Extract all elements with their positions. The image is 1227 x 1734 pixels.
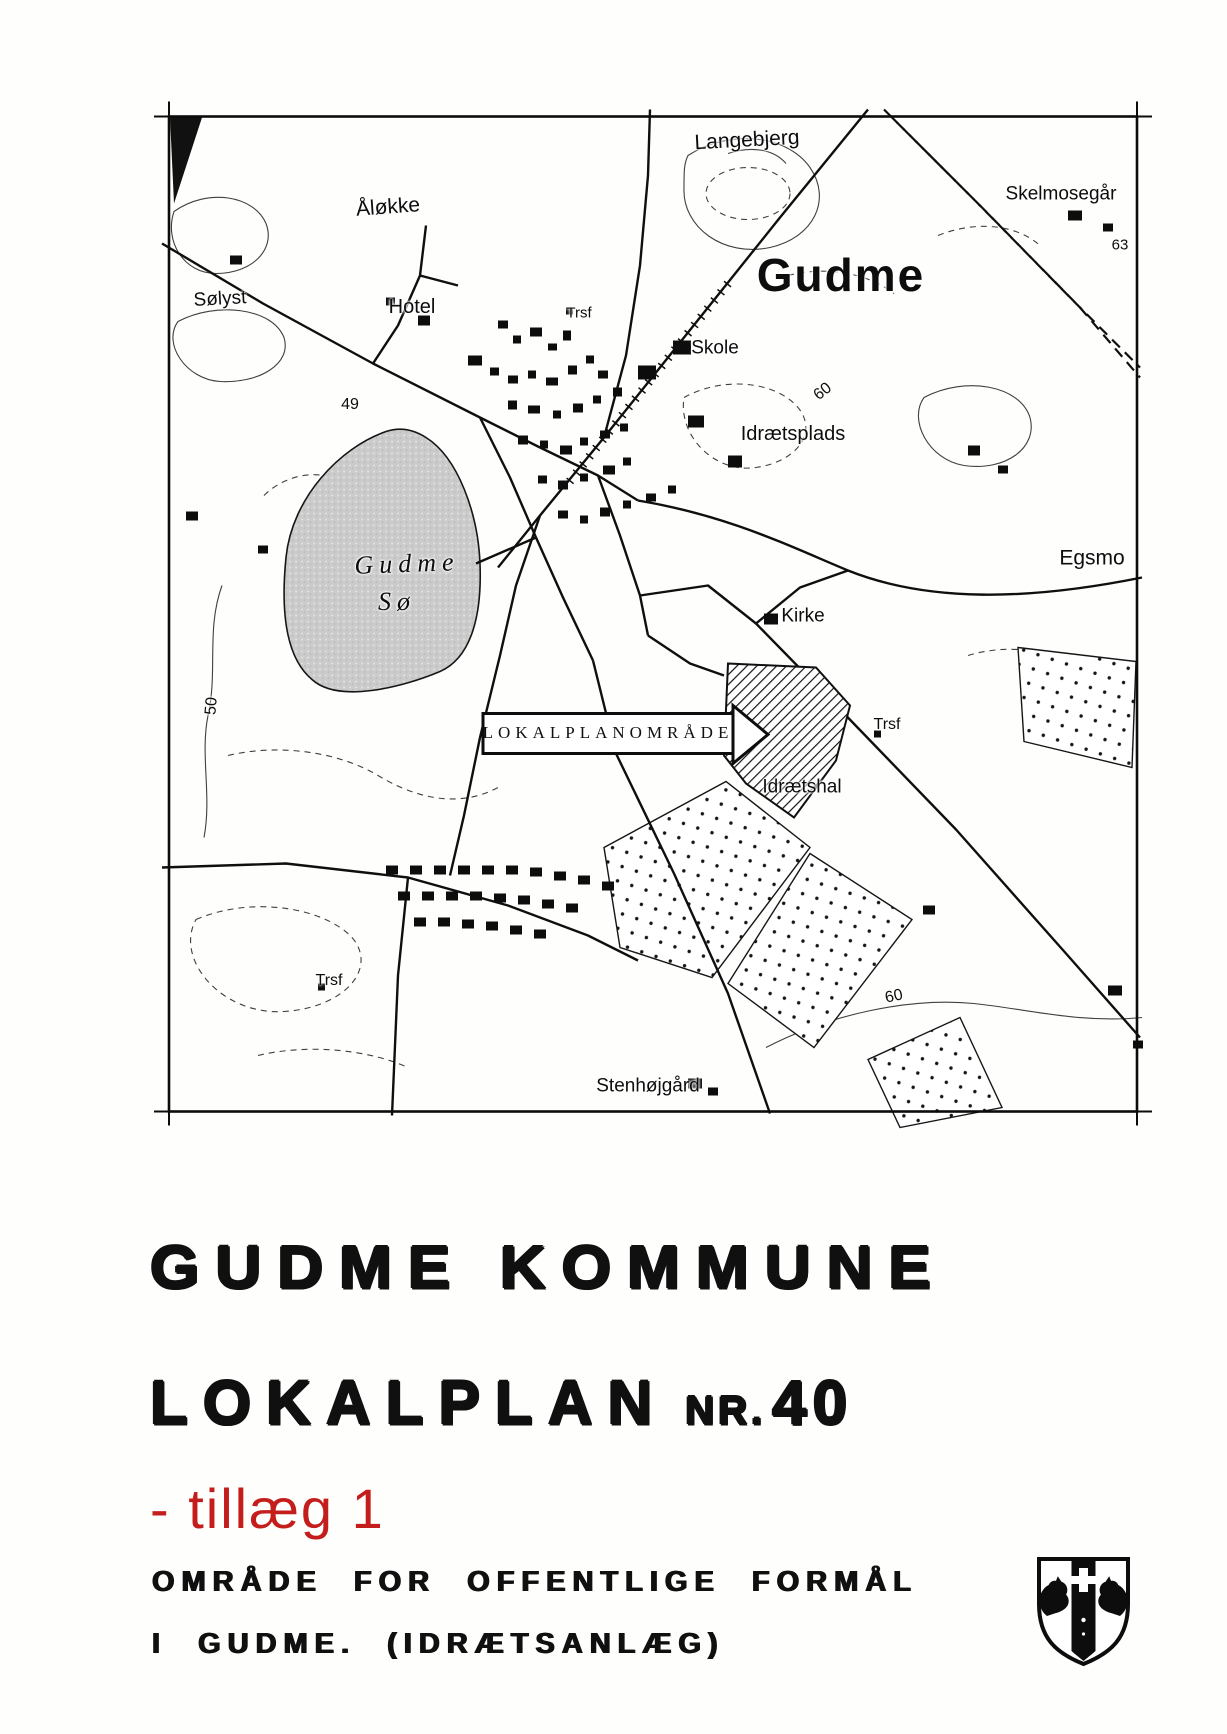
- map-label: Stenhøjgård: [596, 1075, 700, 1097]
- map-label: 49: [341, 396, 359, 413]
- map-label: Kirke: [781, 605, 825, 627]
- plan-number-prefix: NR.: [685, 1389, 767, 1433]
- map-label: Sølyst: [193, 287, 247, 311]
- map-label: Trsf: [873, 716, 901, 733]
- coat-of-arms-icon: [1035, 1554, 1132, 1668]
- map-label: Langebjerg: [693, 125, 801, 155]
- map-label: Skole: [691, 337, 739, 359]
- plan-number: 40: [772, 1369, 854, 1438]
- map-label: 60: [810, 379, 835, 404]
- map-label: Skelmosegår: [1005, 183, 1117, 205]
- supplement-subtitle: - tillæg 1: [150, 1477, 385, 1540]
- map-labels: [168, 115, 1138, 1113]
- kommune-title: GUDME KOMMUNE: [150, 1234, 947, 1301]
- map-label: Åløkke: [355, 193, 421, 221]
- map-label: Hotel: [388, 296, 436, 318]
- map-label: Trsf: [566, 304, 592, 322]
- map-label: Idrætsplads: [740, 423, 846, 445]
- map-label: 63: [1111, 236, 1129, 254]
- map-label: Gudme: [353, 547, 461, 580]
- map-label: Idrætshal: [762, 776, 842, 798]
- lokalplan-banner-label: LOKALPLANOMRÅDE: [482, 723, 734, 742]
- subject-line-2: I GUDME. (IDRÆTSANLÆG): [152, 1628, 725, 1660]
- plan-title-line: [150, 1368, 853, 1439]
- map-label: 50: [202, 696, 221, 716]
- subject-line-1: OMRÅDE FOR OFFENTLIGE FORMÅL: [152, 1566, 918, 1598]
- map-label: Sø: [378, 587, 416, 616]
- topo-map: [168, 115, 1138, 1113]
- map-label: Gudme: [756, 249, 926, 301]
- plan-title: LOKALPLAN: [150, 1369, 668, 1438]
- map-label: 60: [883, 986, 905, 1007]
- map-label: Egsmo: [1059, 546, 1125, 570]
- map-label: Trsf: [315, 972, 343, 989]
